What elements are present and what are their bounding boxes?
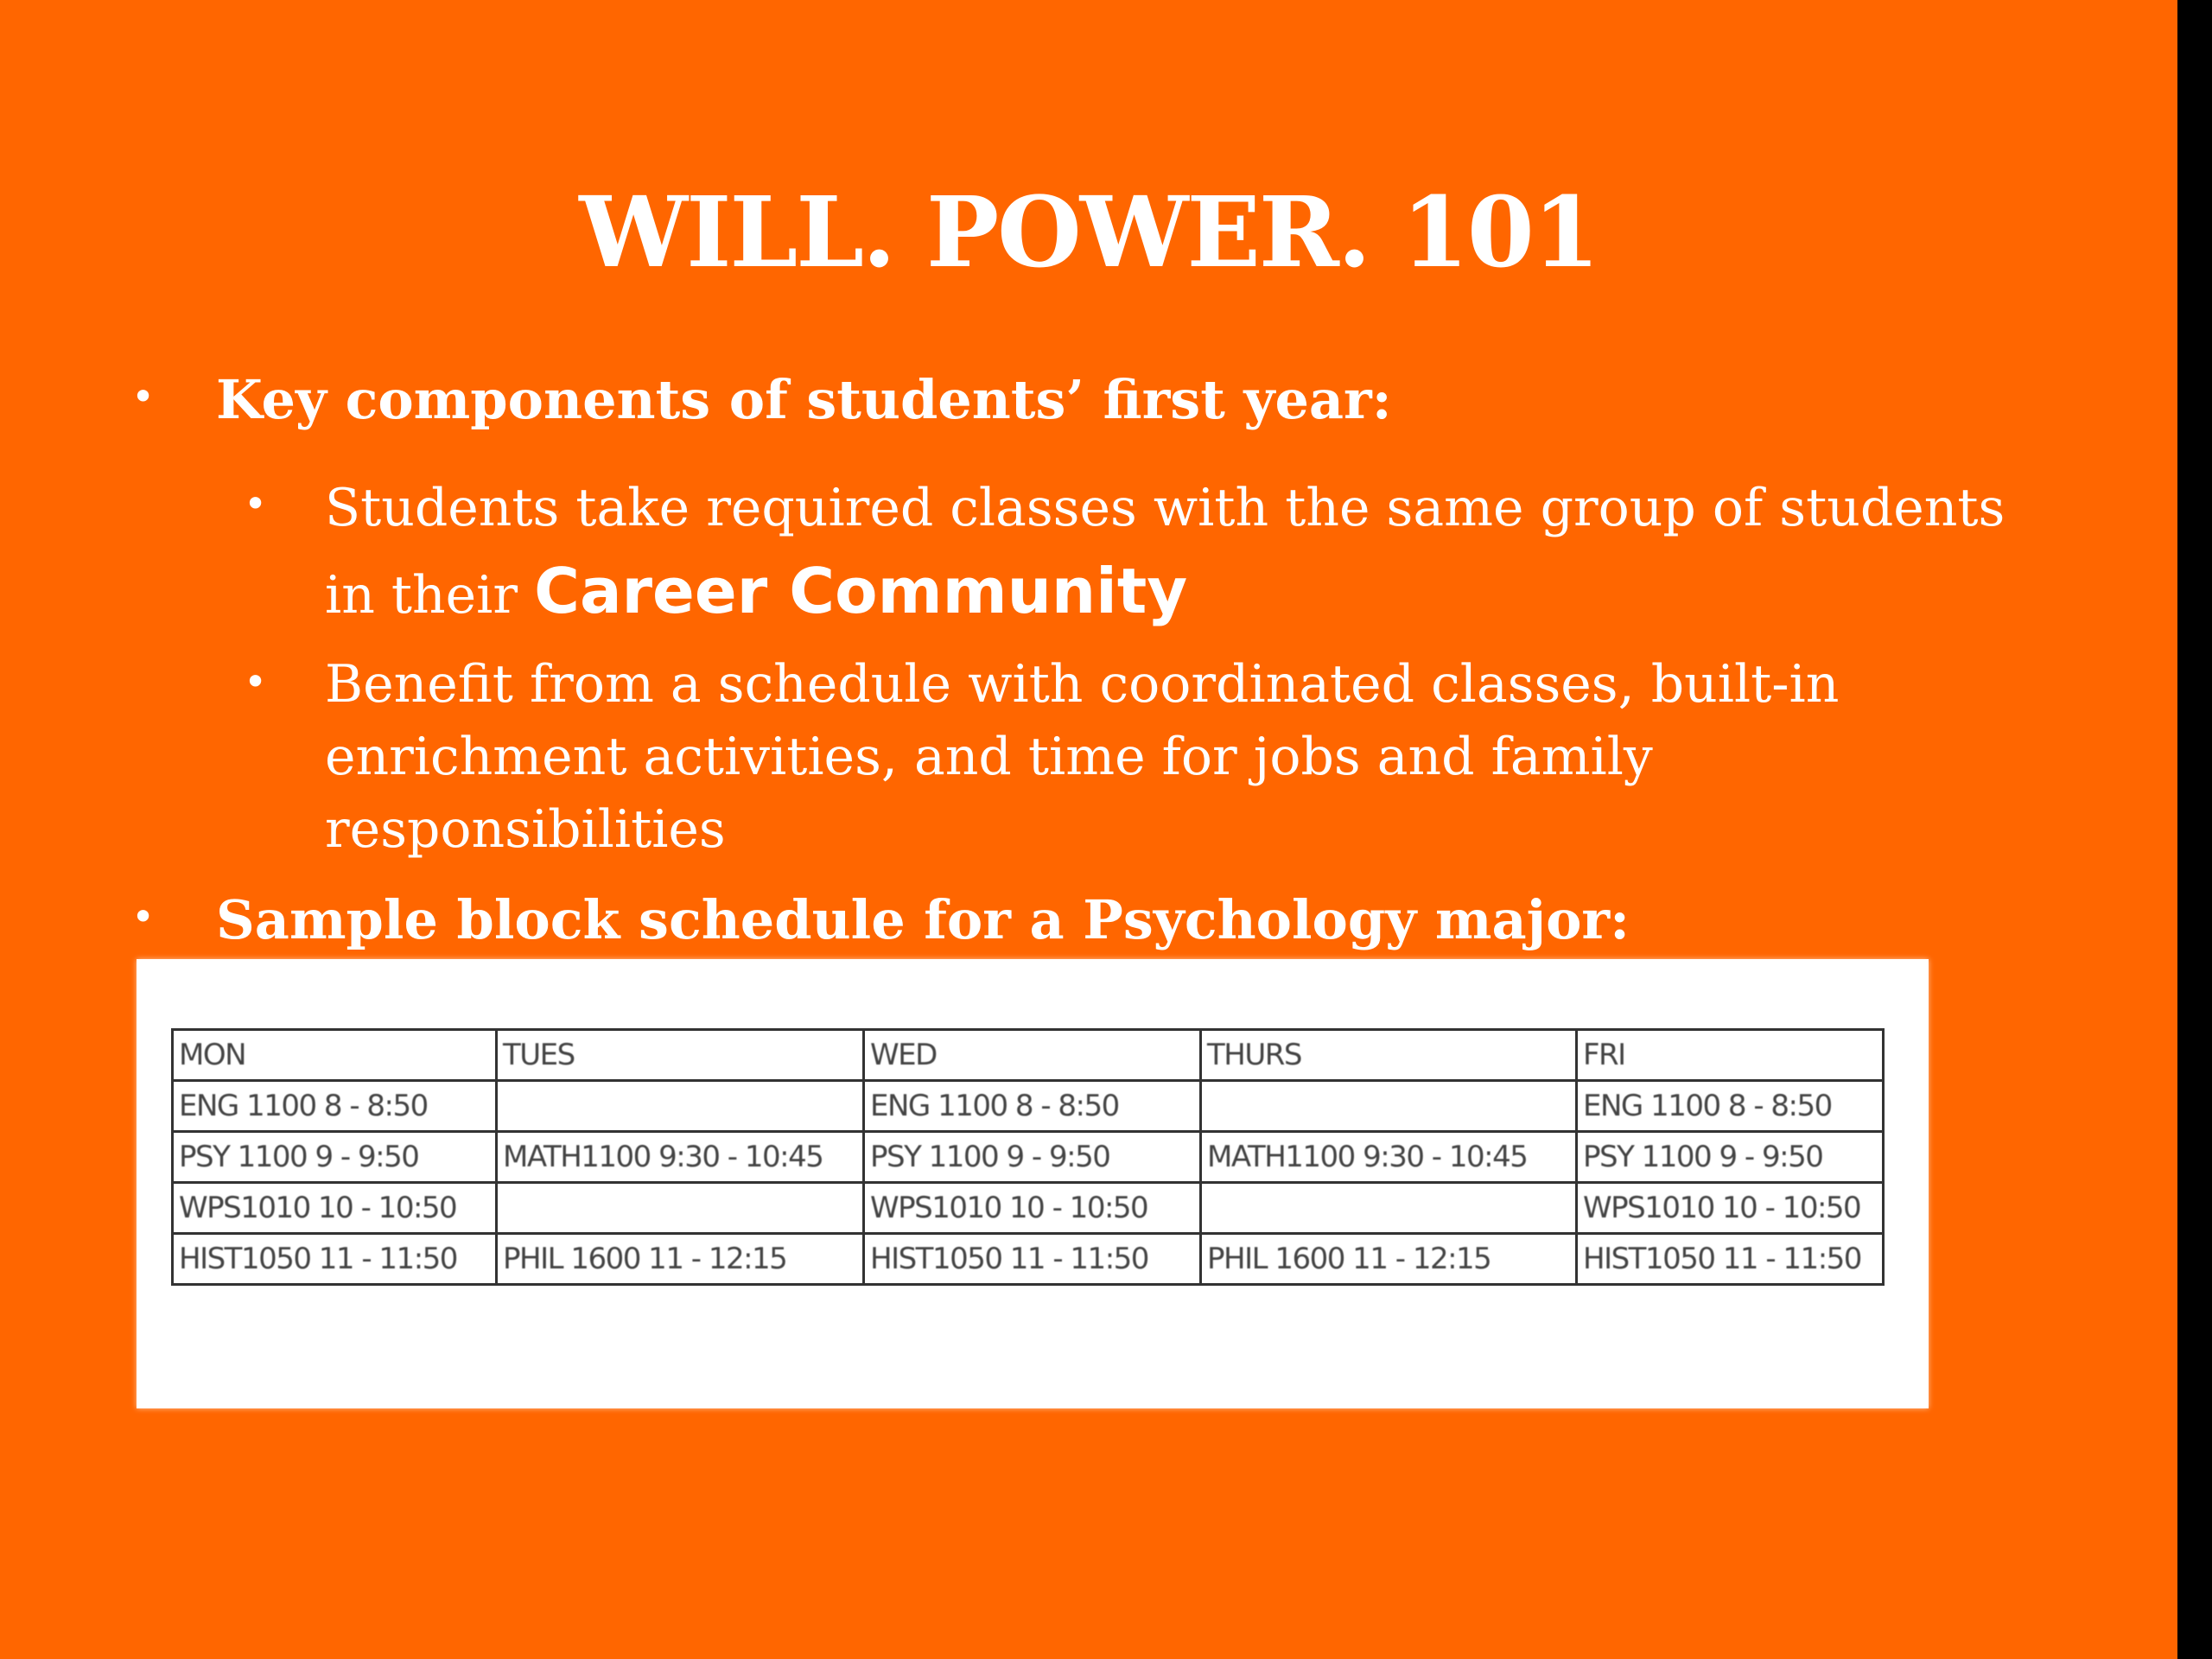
career-community-emphasis: Career Community: [534, 555, 1188, 627]
bullet-sample-schedule: Sample block schedule for a Psychology major:: [216, 888, 1630, 951]
schedule-cell: [497, 1183, 864, 1234]
schedule-cell: [497, 1081, 864, 1132]
bullet-schedule-benefit: Benefit from a schedule with coordinated classes, built-in enrichment activities, and time for jobs and family responsibilities: [325, 654, 1840, 860]
schedule-cell: MATH1100 9:30 - 10:45: [497, 1132, 864, 1183]
schedule-cell: HIST1050 11 - 11:50: [173, 1234, 497, 1285]
schedule-header-cell: TUES: [497, 1030, 864, 1081]
schedule-header-cell: WED: [864, 1030, 1201, 1081]
schedule-cell: WPS1010 10 - 10:50: [173, 1183, 497, 1234]
schedule-cell: PSY 1100 9 - 9:50: [864, 1132, 1201, 1183]
schedule-row: [173, 1132, 1884, 1183]
bullet-marker: •: [244, 480, 268, 527]
schedule-cell: [1201, 1183, 1577, 1234]
schedule-table: [171, 1028, 1885, 1286]
bullet-career-community-text: Students take required classes with the same group of students in their: [325, 478, 2005, 626]
bullet-marker: •: [131, 373, 156, 420]
slide-title: WILL. POWER. 101: [579, 176, 1599, 289]
schedule-cell: PSY 1100 9 - 9:50: [173, 1132, 497, 1183]
schedule-row: [173, 1081, 1884, 1132]
schedule-cell: PHIL 1600 11 - 12:15: [497, 1234, 864, 1285]
schedule-cell: ENG 1100 8 - 8:50: [864, 1081, 1201, 1132]
schedule-cell: PHIL 1600 11 - 12:15: [1201, 1234, 1577, 1285]
schedule-header-cell: FRI: [1577, 1030, 1884, 1081]
schedule-header-row: [173, 1030, 1884, 1081]
bullet-marker: •: [244, 658, 268, 705]
schedule-cell: ENG 1100 8 - 8:50: [1577, 1081, 1884, 1132]
schedule-cell: WPS1010 10 - 10:50: [1577, 1183, 1884, 1234]
schedule-image: [137, 959, 1929, 1408]
schedule-cell: HIST1050 11 - 11:50: [864, 1234, 1201, 1285]
schedule-header-cell: THURS: [1201, 1030, 1577, 1081]
schedule-cell: MATH1100 9:30 - 10:45: [1201, 1132, 1577, 1183]
bullet-key-components: Key components of students’ first year:: [216, 368, 1392, 431]
bullet-career-community: [325, 467, 2010, 637]
schedule-cell: PSY 1100 9 - 9:50: [1577, 1132, 1884, 1183]
schedule-cell: HIST1050 11 - 11:50: [1577, 1234, 1884, 1285]
right-edge-border: [2177, 0, 2212, 1659]
schedule-cell: ENG 1100 8 - 8:50: [173, 1081, 497, 1132]
bullet-marker: •: [131, 893, 156, 940]
schedule-row: [173, 1234, 1884, 1285]
schedule-cell: [1201, 1081, 1577, 1132]
schedule-header-cell: MON: [173, 1030, 497, 1081]
schedule-row: [173, 1183, 1884, 1234]
schedule-cell: WPS1010 10 - 10:50: [864, 1183, 1201, 1234]
